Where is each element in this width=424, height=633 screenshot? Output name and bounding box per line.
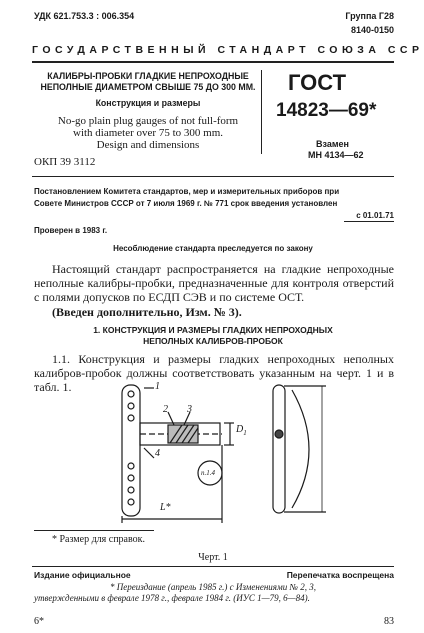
- replaces-value: МН 4134—62: [308, 150, 364, 160]
- intro-amendment: (Введен дополнительно, Изм. № 3).: [52, 305, 242, 319]
- handle-hole: [128, 415, 134, 421]
- handle-hole: [128, 487, 134, 493]
- figure-label-2: 2: [163, 404, 168, 415]
- figure-1-drawing: [34, 380, 394, 526]
- reprint-prohibited: Перепечатка воспрещена: [286, 570, 394, 580]
- title-rule: [32, 176, 394, 177]
- law-warning: Несоблюдение стандарта преследуется по закону: [113, 244, 313, 253]
- en-title-line1: No-go plain plug gauges of not full-form: [57, 115, 239, 127]
- figure-label-3: 3: [187, 404, 192, 415]
- udk-code: УДК 621.753.3 : 006.354: [34, 11, 135, 21]
- replaces-label: Взамен: [316, 139, 349, 149]
- figure-label-4: 4: [155, 448, 160, 459]
- date-underline: [344, 221, 394, 222]
- page-number: 83: [384, 616, 394, 627]
- classifier-code: 8140-0150: [350, 25, 394, 35]
- title-block-left: [38, 71, 258, 151]
- standard-title: ГОСУДАРСТВЕННЫЙ СТАНДАРТ СОЮЗА ССР: [32, 44, 424, 56]
- intro-paragraph: Настоящий стандарт распространяется на гладкие непроходные неполные калибры-пробки, предназначенные для контроля отверстий с полями допусков по ЕСДП СЭВ и по системе ОСТ.: [34, 262, 394, 304]
- page-signature: 6*: [34, 616, 44, 627]
- handle-hole: [128, 403, 134, 409]
- gost-number: 14823—69*: [276, 100, 377, 121]
- handle-body: [122, 385, 140, 516]
- ru-title-line2: НЕПОЛНЫЕ ДИАМЕТРОМ СВЫШЕ 75 ДО 300 ММ.: [40, 82, 256, 92]
- side-view-gauge: [273, 385, 285, 513]
- reissue-note: * Переиздание (апрель 1985 г.) с Изменениями № 2, 3,: [110, 582, 316, 592]
- official-edition: Издание официальное: [34, 570, 131, 580]
- handle-hole: [128, 475, 134, 481]
- reissue-note-2: утвержденными в феврале 1978 г., феврале 1984 г. (ИУС 1—79, 6—84).: [34, 593, 310, 603]
- radius-arc: [292, 390, 309, 508]
- handle-hole: [128, 463, 134, 469]
- footer-rule: [32, 566, 394, 567]
- en-title-line2: with diameter over 75 to 300 mm.: [73, 127, 223, 139]
- figure-footnote: * Размер для справок.: [52, 534, 145, 545]
- d1-subscript: 1: [243, 429, 247, 437]
- checked-note: Проверен в 1983 г.: [34, 226, 108, 235]
- decree-line1: Постановлением Комитета стандартов, мер и измерительных приборов при: [34, 187, 340, 196]
- figure-label-l: L*: [160, 502, 171, 513]
- okp-code: ОКП 39 3112: [34, 156, 96, 168]
- figure-label-d1: [236, 424, 247, 437]
- decree-line2: Совете Министров СССР от 7 июля 1969 г. № 771 срок введения установлен: [34, 199, 338, 208]
- clause-1-1: 1.1. Конструкция и размеры гладких непроходных неполных калибров-пробок должны соответствовать указанным на черт. 1 и в табл. 1.: [34, 352, 394, 394]
- en-title-line3: Design and dimensions: [96, 139, 200, 151]
- group-code: Группа Г28: [345, 11, 394, 21]
- section-heading-line2: НЕПОЛНЫХ КАЛИБРОВ-ПРОБОК: [143, 336, 283, 346]
- ru-subtitle: Конструкция и размеры: [95, 98, 201, 108]
- figure-caption: Черт. 1: [198, 552, 228, 563]
- figure-label-1: 1: [155, 381, 160, 392]
- header-rule: [32, 61, 394, 63]
- detail-label: п.1.4: [201, 469, 215, 477]
- gost-label: ГОСТ: [288, 70, 347, 95]
- handle-hole: [128, 391, 134, 397]
- ru-title-line1: КАЛИБРЫ-ПРОБКИ ГЛАДКИЕ НЕПРОХОДНЫЕ: [47, 71, 249, 81]
- handle-hole: [128, 499, 134, 505]
- side-view-pin: [275, 430, 283, 438]
- section-heading-line1: 1. КОНСТРУКЦИЯ И РАЗМЕРЫ ГЛАДКИХ НЕПРОХОДНЫХ: [93, 325, 333, 335]
- d1-letter: D: [236, 424, 244, 435]
- footnote-rule: [34, 530, 154, 531]
- decree-date: с 01.01.71: [356, 211, 394, 220]
- title-divider: [261, 70, 262, 154]
